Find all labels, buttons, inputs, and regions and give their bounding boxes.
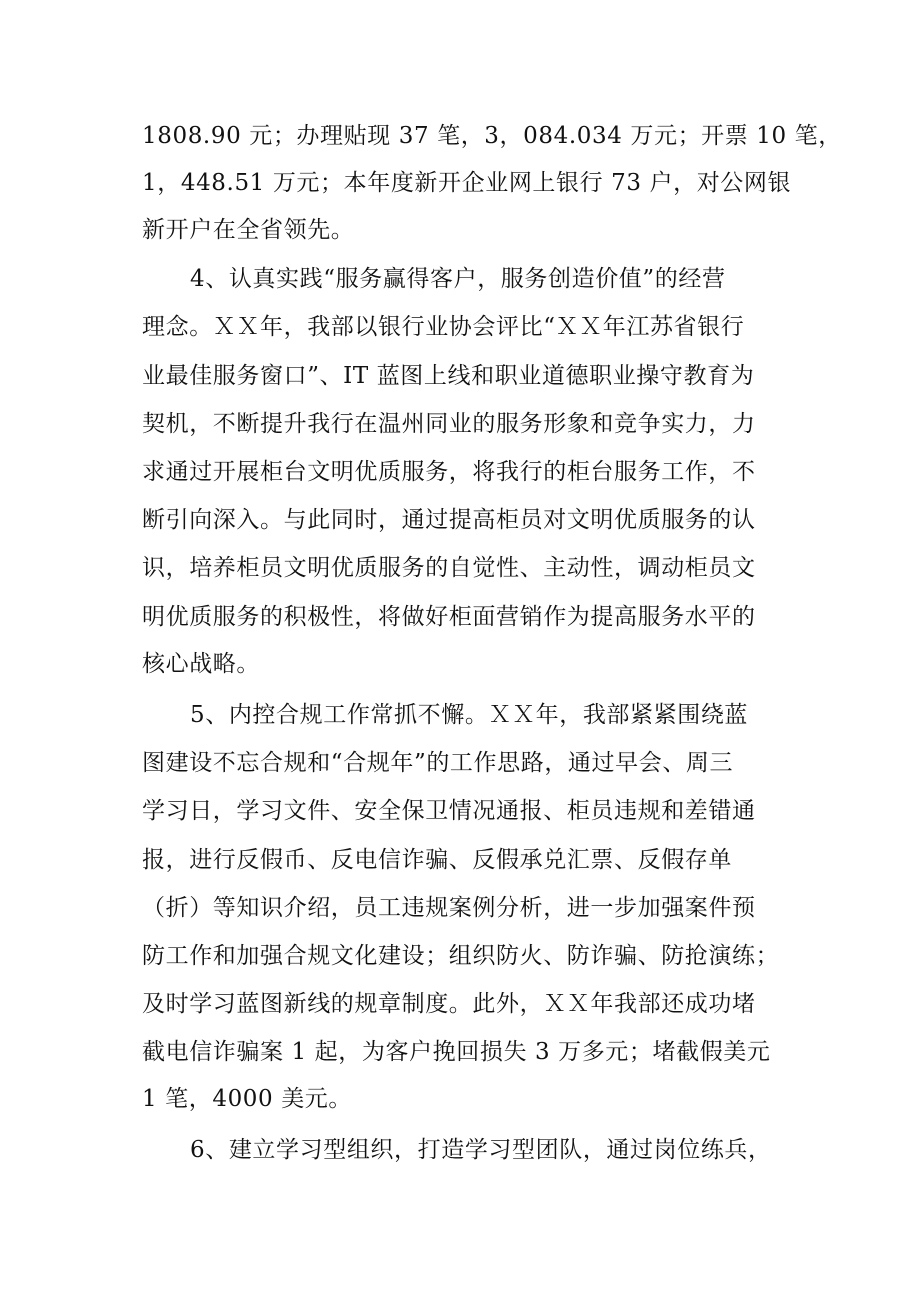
text-line: 1808.90 元；办理贴现 37 笔，3，084.034 万元；开票 10 笔， <box>142 123 842 149</box>
text-line: 识，培养柜员文明优质服务的自觉性、主动性，调动柜员文 <box>142 555 756 581</box>
text-line: 核心战略。 <box>142 651 260 677</box>
text-line: 报，进行反假币、反电信诈骗、反假承兑汇票、反假存单 <box>142 847 732 873</box>
text-line: 学习日，学习文件、安全保卫情况通报、柜员违规和差错通 <box>142 798 756 824</box>
paragraph-4-start: 4、认真实践“服务赢得客户，服务创造价值”的经营 <box>190 266 726 292</box>
text-line: 1，448.51 万元；本年度新开企业网上银行 73 户，对公网银 <box>142 170 792 196</box>
paragraph-6-start: 6、建立学习型组织，打造学习型团队，通过岗位练兵， <box>190 1137 772 1163</box>
text-line: 截电信诈骗案 1 起，为客户挽回损失 3 万多元；堵截假美元 <box>142 1039 771 1065</box>
text-line: 断引向深入。与此同时，通过提高柜员对文明优质服务的认 <box>142 507 756 533</box>
text-line: 业最佳服务窗口”、IT 蓝图上线和职业道德职业操守教育为 <box>142 363 755 389</box>
text-line: 求通过开展柜台文明优质服务，将我行的柜台服务工作，不 <box>142 459 756 485</box>
text-line: 契机，不断提升我行在温州同业的服务形象和竞争实力，力 <box>142 411 756 437</box>
text-line: 新开户在全省领先。 <box>142 217 355 243</box>
text-line: 防工作和加强合规文化建设；组织防火、防诈骗、防抢演练； <box>142 943 780 969</box>
text-line: 明优质服务的积极性，将做好柜面营销作为提高服务水平的 <box>142 604 756 630</box>
paragraph-5-start: 5、内控合规工作常抓不懈。ＸＸ年，我部紧紧围绕蓝 <box>190 702 749 728</box>
text-line: （折）等知识介绍，员工违规案例分析，进一步加强案件预 <box>142 895 756 921</box>
text-line: 理念。ＸＸ年，我部以银行业协会评比“ＸＸ年江苏省银行 <box>142 314 745 340</box>
text-line: 1 笔，4000 美元。 <box>142 1086 352 1112</box>
text-line: 图建设不忘合规和“合规年”的工作思路，通过早会、周三 <box>142 750 734 776</box>
text-line: 及时学习蓝图新线的规章制度。此外，ＸＸ年我部还成功堵 <box>142 991 756 1017</box>
